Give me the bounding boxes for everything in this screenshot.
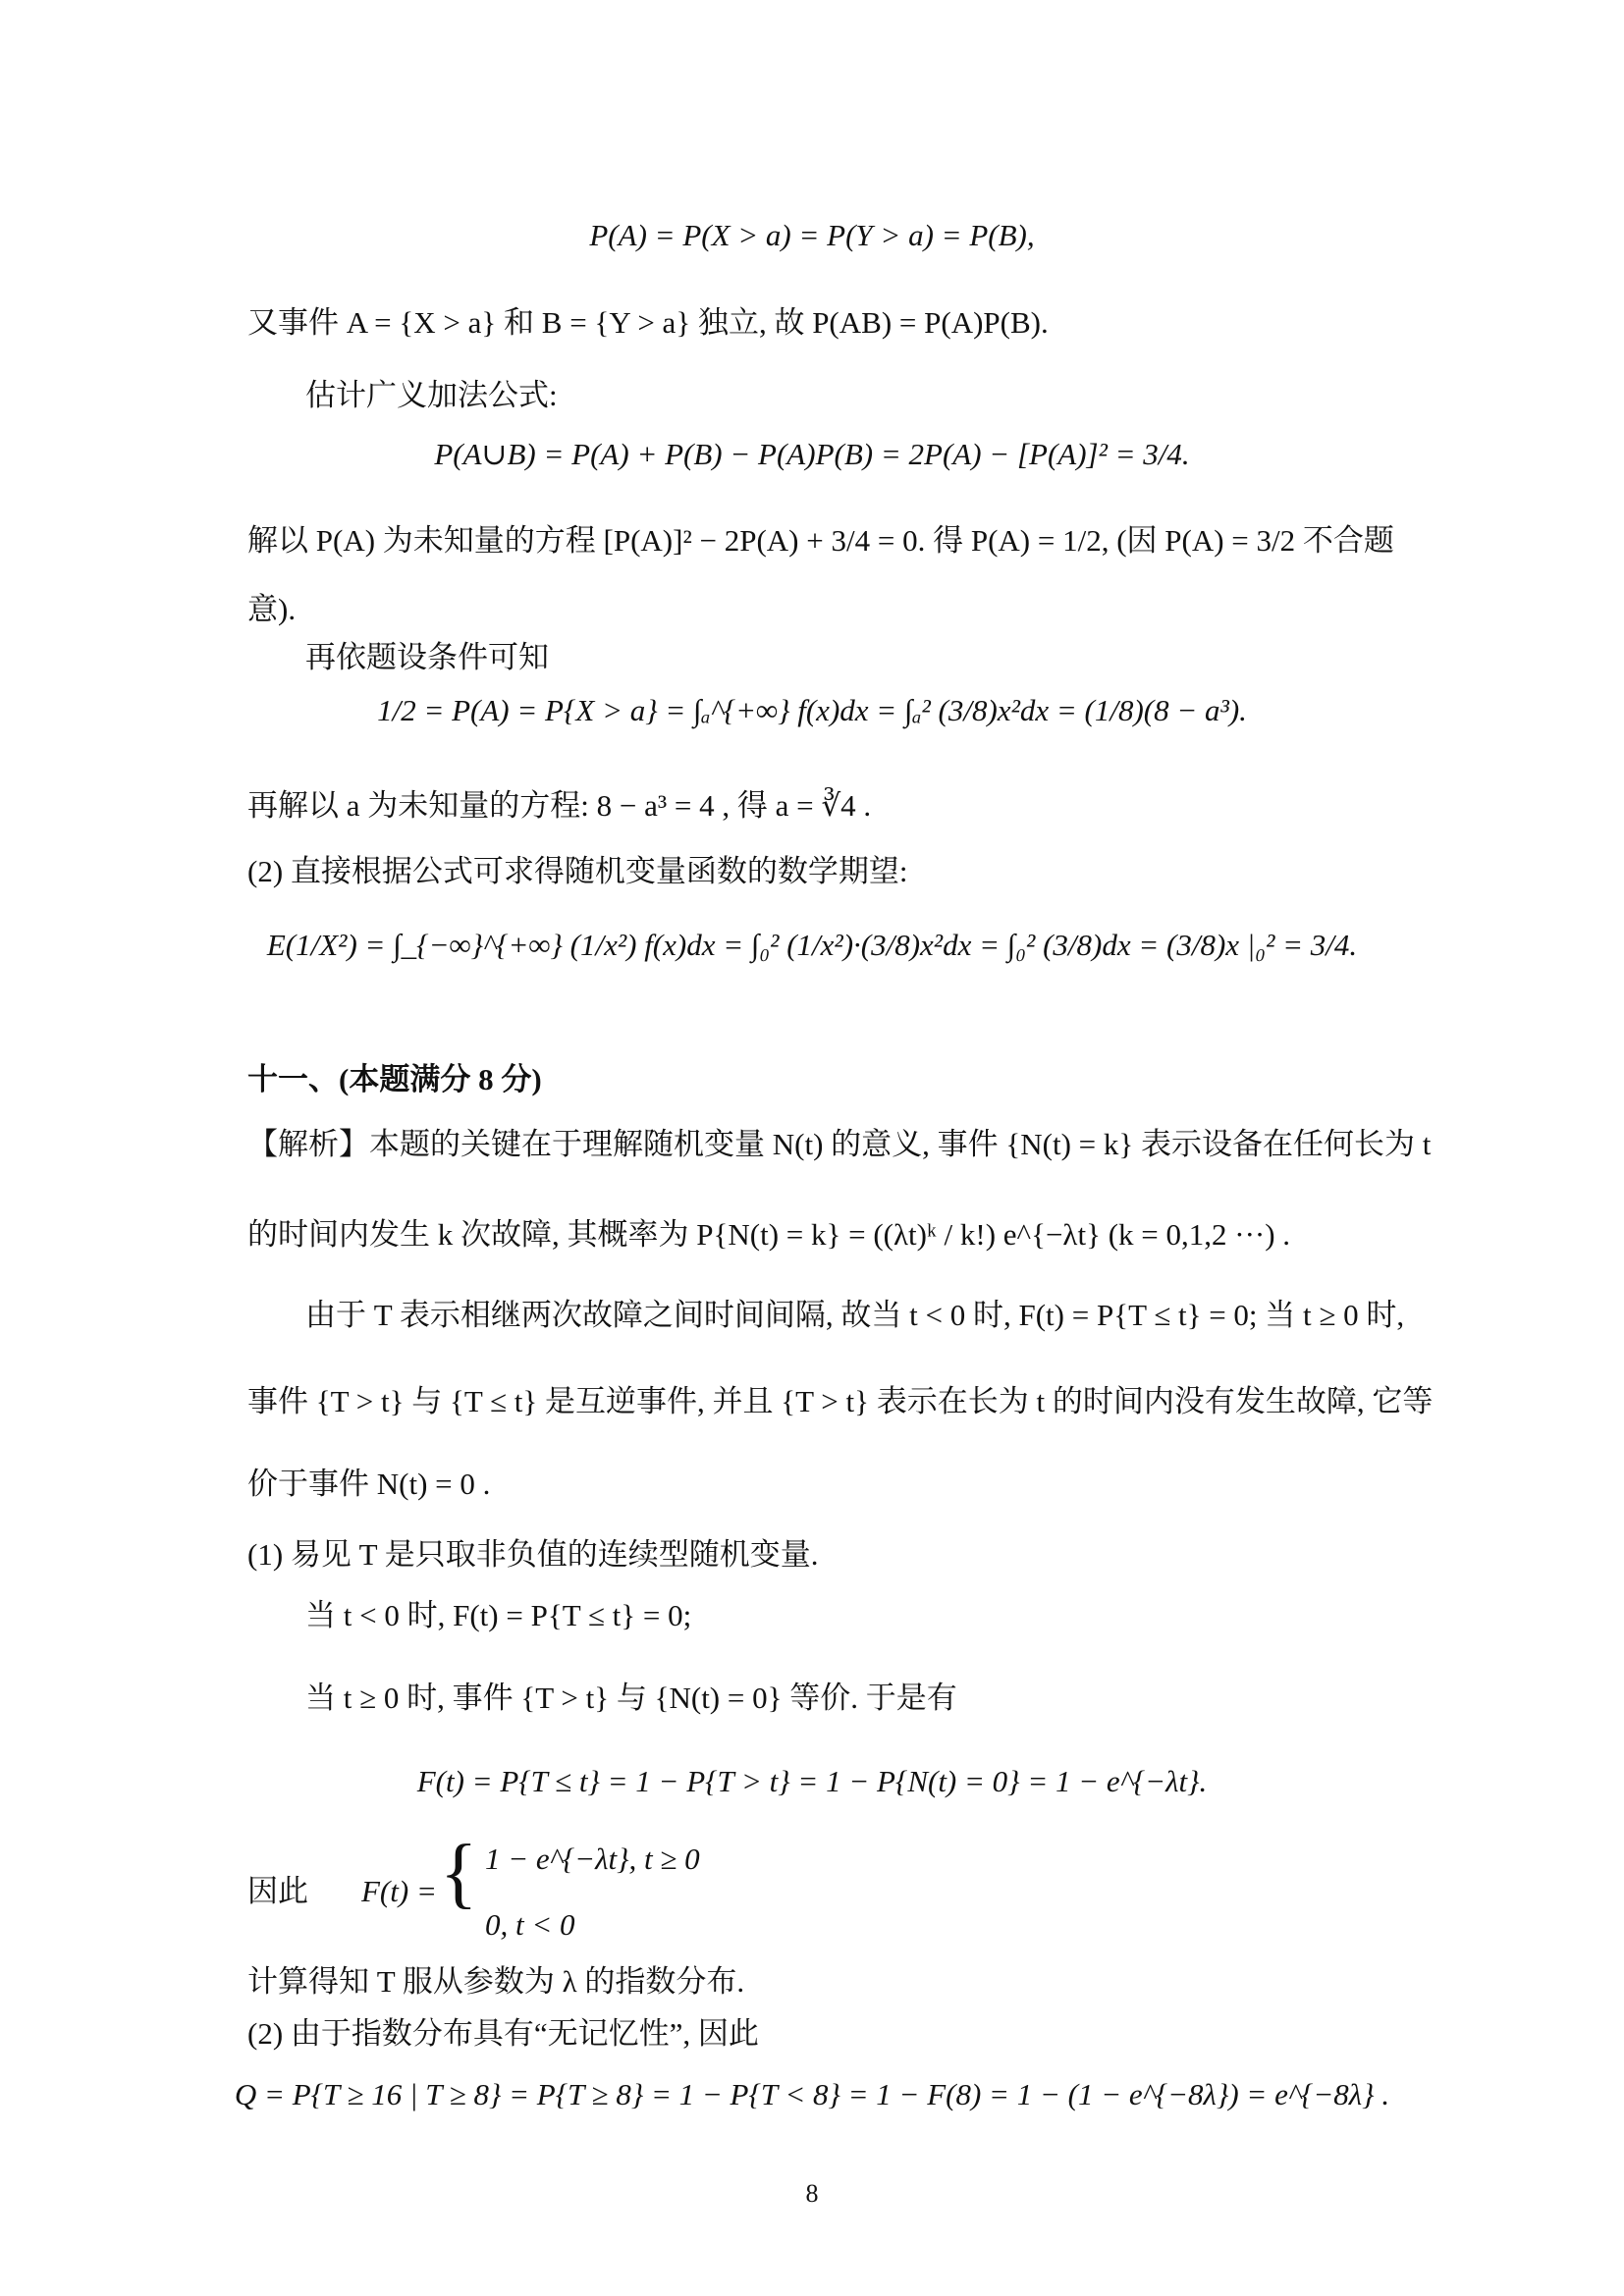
piecewise-case-2: 0, t < 0: [485, 1907, 575, 1942]
equation-pa-pb: P(A) = P(X > a) = P(Y > a) = P(B),: [589, 218, 1035, 252]
piecewise-case-1: 1 − e^{−λt}, t ≥ 0: [485, 1842, 700, 1876]
page-number: 8: [805, 2179, 819, 2208]
text-part-2: (2) 直接根据公式可求得随机变量函数的数学期望:: [247, 854, 908, 888]
text-solve-pa: 解以 P(A) 为未知量的方程 [P(A)]² − 2P(A) + 3/4 = 0. 得 P(A) = 1/2, (因 P(A) = 3/2 不合题: [247, 523, 1394, 558]
text-case-negative: 当 t < 0 时, F(t) = P{T ≤ t} = 0;: [305, 1598, 692, 1632]
text-addition-formula: 估计广义加法公式:: [305, 378, 558, 412]
text-equivalent: 价于事件 N(t) = 0 .: [247, 1467, 491, 1501]
equation-integral-a: 1/2 = P(A) = P{X > a} = ∫ₐ^{+∞} f(x)dx = ∫ₐ² (3/8)x²dx = (1/8)(8 − a³).: [377, 693, 1247, 727]
piecewise-lhs: F(t) =: [361, 1874, 437, 1908]
text-complement: 事件 {T > t} 与 {T ≤ t} 是互逆事件, 并且 {T > t} 表示在长为 t 的时间内没有发生故障, 它等: [247, 1384, 1434, 1418]
text-solve-a: 再解以 a 为未知量的方程: 8 − a³ = 4 , 得 a = ∛4 .: [247, 788, 872, 823]
section-heading: 十一、(本题满分 8 分): [247, 1062, 542, 1096]
equation-cdf: F(t) = P{T ≤ t} = 1 − P{T > t} = 1 − P{N(t) = 0} = 1 − e^{−λt}.: [416, 1764, 1208, 1798]
text-analysis: 【解析】本题的关键在于理解随机变量 N(t) 的意义, 事件 {N(t) = k} 表示设备在任何长为 t: [247, 1127, 1432, 1161]
text-exponential: 计算得知 T 服从参数为 λ 的指数分布.: [247, 1964, 745, 1999]
text-interval: 由于 T 表示相继两次故障之间时间间隔, 故当 t < 0 时, F(t) = P{T ≤ t} = 0; 当 t ≥ 0 时,: [305, 1298, 1405, 1332]
equation-expectation: E(1/X²) = ∫_{−∞}^{+∞} (1/x²) f(x)dx = ∫₀² (1/x²)·(3/8)x²dx = ∫₀² (3/8)dx = (3/8)x |₀² = 3/4.: [266, 928, 1358, 962]
text-solve-pa-cont: 意).: [247, 592, 297, 626]
text-memoryless: (2) 由于指数分布具有“无记忆性”, 因此: [247, 2016, 759, 2051]
text-therefore: 因此: [247, 1874, 308, 1908]
text-poisson: 的时间内发生 k 次故障, 其概率为 P{N(t) = k} = ((λt)ᵏ / k!) e^{−λt} (k = 0,1,2 ···) .: [247, 1217, 1291, 1252]
text-condition: 再依题设条件可知: [305, 640, 549, 674]
text-part-1: (1) 易见 T 是只取非负值的连续型随机变量.: [247, 1537, 819, 1572]
equation-q: Q = P{T ≥ 16 | T ≥ 8} = P{T ≥ 8} = 1 − P{T < 8} = 1 − F(8) = 1 − (1 − e^{−8λ}) = e^{−8λ} .: [234, 2077, 1390, 2111]
text-independence: 又事件 A = {X > a} 和 B = {Y > a} 独立, 故 P(AB) = P(A)P(B).: [247, 305, 1049, 340]
text-case-positive: 当 t ≥ 0 时, 事件 {T > t} 与 {N(t) = 0} 等价. 于是有: [305, 1681, 957, 1715]
piecewise-brace: {: [440, 1830, 478, 1916]
equation-union: P(A∪B) = P(A) + P(B) − P(A)P(B) = 2P(A) − [P(A)]² = 3/4.: [434, 437, 1190, 471]
